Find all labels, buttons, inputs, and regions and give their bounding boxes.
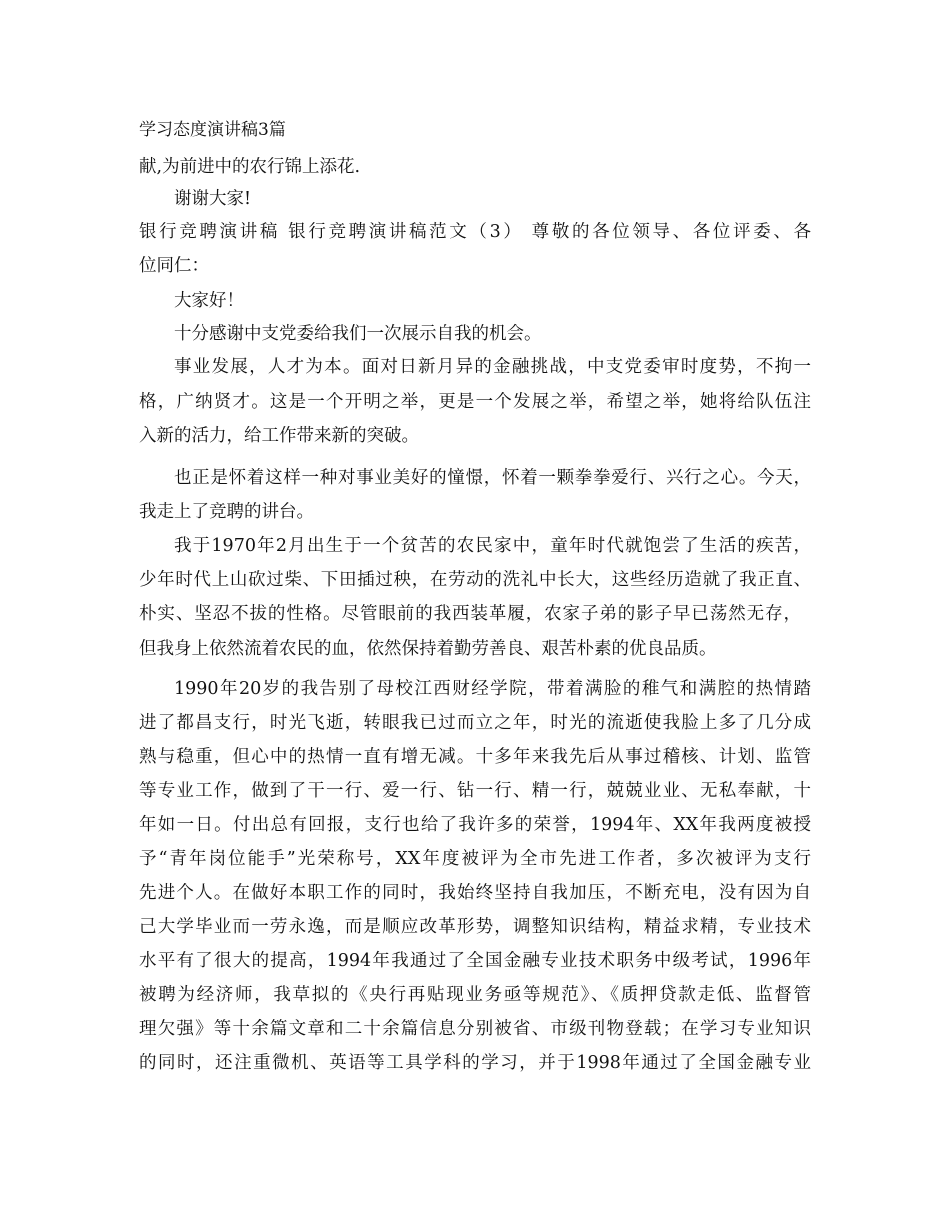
text-line-26: 理欠强》等十余篇文章和二十余篇信息分别被省、市级刊物登载；在学习专业知识 (139, 1019, 811, 1039)
text-line-8: 格，广纳贤才。这是一个开明之举，更是一个发展之举，希望之举，她将给队伍注 (139, 392, 811, 412)
text-line-6: 十分感谢中支党委给我们一次展示自我的机会。 (174, 324, 542, 344)
text-line-10: 也正是怀着这样一种对事业美好的憧憬，怀着一颗拳拳爱行、兴行之心。今天， (174, 468, 811, 488)
text-line-14: 朴实、坚忍不拔的性格。尽管眼前的我西装革履，农家子弟的影子早已荡然无存， (139, 604, 801, 624)
text-line-2: 谢谢大家! (174, 189, 252, 209)
text-line-11: 我走上了竞聘的讲台。 (139, 502, 314, 522)
text-line-27: 的同时，还注重微机、英语等工具学科的学习，并于1998年通过了全国金融专业 (139, 1053, 811, 1073)
page-header: 学习态度演讲稿3篇 (139, 120, 286, 140)
text-line-4: 位同仁： (139, 256, 209, 276)
text-line-22: 先进个人。在做好本职工作的同时，我始终坚持自我加压，不断充电，没有因为自 (139, 883, 811, 903)
text-line-21: 予“青年岗位能手”光荣称号，XX年度被评为全市先进工作者，多次被评为支行 (139, 849, 811, 869)
text-line-9: 入新的活力，给工作带来新的突破。 (139, 426, 419, 446)
text-line-23: 己大学毕业而一劳永逸，而是顺应改革形势，调整知识结构，精益求精，专业技术 (139, 917, 811, 937)
text-line-18: 熟与稳重，但心中的热情一直有增无减。十多年来我先后从事过稽核、计划、监管 (139, 747, 811, 767)
text-line-25: 被聘为经济师，我草拟的《央行再贴现业务亟等规范》、《质押贷款走低、监督管 (139, 985, 811, 1005)
text-line-17: 进了都昌支行，时光飞逝，转眼我已过而立之年，时光的流逝使我脸上多了几分成 (139, 713, 811, 733)
text-line-16: 1990年20岁的我告别了母校江西财经学院，带着满脸的稚气和满腔的热情踏 (174, 679, 811, 699)
text-line-24: 水平有了很大的提高，1994年我通过了全国金融专业技术职务中级考试，1996年 (139, 951, 811, 971)
text-line-20: 年如一日。付出总有回报，支行也给了我许多的荣誉，1994年、XX年我两度被授 (139, 815, 811, 835)
text-line-13: 少年时代上山砍过柴、下田插过秧，在劳动的洗礼中长大，这些经历造就了我正直、 (139, 570, 811, 590)
text-line-5: 大家好！ (174, 291, 244, 311)
text-line-12: 我于1970年2月出生于一个贫苦的农民家中，童年时代就饱尝了生活的疾苦， (174, 536, 811, 556)
text-line-7: 事业发展，人才为本。面对日新月异的金融挑战，中支党委审时度势，不拘一 (174, 357, 811, 377)
text-line-15: 但我身上依然流着农民的血，依然保持着勤劳善良、艰苦朴素的优良品质。 (139, 639, 717, 659)
text-line-19: 等专业工作，做到了干一行、爱一行、钻一行、精一行，兢兢业业、无私奉献，十 (139, 781, 811, 801)
text-line-1: 献,为前进中的农行锦上添花. (139, 157, 361, 177)
text-line-3: 银行竞聘演讲稿 银行竞聘演讲稿范文（3） 尊敬的各位领导、各位评委、各 (139, 222, 811, 242)
